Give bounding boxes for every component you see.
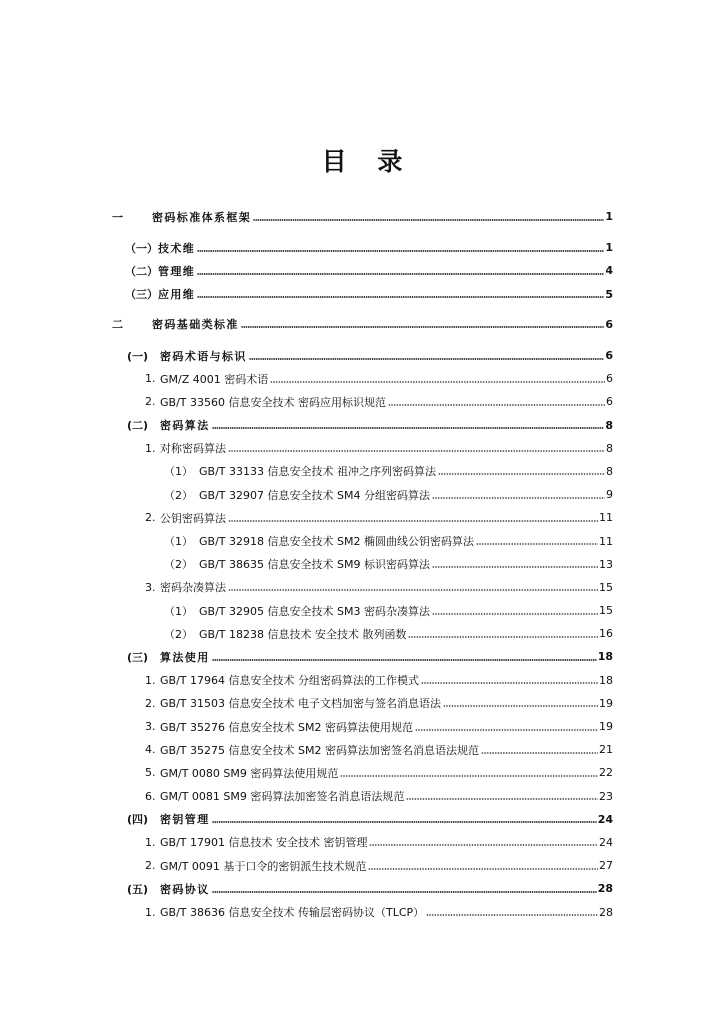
- toc-entry-page: 28: [597, 882, 613, 896]
- toc-entry-subitem: [112, 483, 613, 506]
- toc-entry-page: 6: [606, 395, 613, 409]
- dot-leader: [481, 746, 598, 754]
- dot-leader: [415, 723, 598, 731]
- toc-entry-section: [112, 344, 613, 367]
- dot-leader: [197, 244, 604, 252]
- dot-leader: [241, 320, 605, 328]
- toc-entry-number: 一: [112, 210, 123, 224]
- toc-entry-number: 4.: [145, 743, 156, 757]
- toc-entry-subitem: [112, 622, 613, 645]
- toc-entry-page: 11: [599, 534, 613, 548]
- toc-entry-subitem: [112, 553, 613, 576]
- dot-leader: [197, 267, 604, 275]
- toc-entry-item: [112, 854, 613, 877]
- toc-entry-item: [112, 437, 613, 460]
- toc-entry-number: （2）: [164, 627, 193, 641]
- toc-entry-number: (一): [127, 349, 149, 363]
- toc-entry-chapter: [112, 205, 613, 228]
- toc-entry-number: （一）: [125, 241, 158, 255]
- toc-entry-title: GB/T 35276 信息安全技术 SM2 密码算法使用规范: [160, 720, 413, 734]
- toc-entry-title: GB/T 38635 信息安全技术 SM9 标识密码算法: [199, 558, 430, 572]
- toc-entry-page: 24: [597, 812, 613, 826]
- toc-entry-title: 公钥密码算法: [160, 511, 226, 525]
- toc-entry-title: 密码基础类标准: [152, 318, 239, 332]
- toc-entry-title: GB/T 33133 信息安全技术 祖冲之序列密码算法: [199, 465, 436, 479]
- toc-entry-page: 9: [606, 488, 613, 502]
- toc-entry-item: [112, 785, 613, 808]
- toc-entry-section: [112, 808, 613, 831]
- toc-entry-dimension: [112, 259, 613, 282]
- toc-entry-title: GB/T 33560 信息安全技术 密码应用标识规范: [160, 395, 386, 409]
- toc-entry-number: (五): [127, 882, 149, 896]
- toc-entry-title: GB/T 32905 信息安全技术 SM3 密码杂凑算法: [199, 604, 430, 618]
- toc-entry-page: 8: [606, 464, 613, 478]
- dot-leader: [388, 398, 605, 406]
- toc-entry-page: 16: [599, 627, 613, 641]
- dot-leader: [438, 467, 605, 475]
- toc-entry-dimension: [112, 236, 613, 259]
- toc-entry-number: 2.: [145, 859, 156, 873]
- toc-entry-page: 5: [605, 287, 613, 301]
- toc-entry-page: 27: [599, 859, 613, 873]
- toc-entry-number: （2）: [164, 488, 193, 502]
- toc-entry-item: [112, 367, 613, 390]
- toc-entry-page: 18: [597, 650, 613, 664]
- dot-leader: [212, 885, 597, 893]
- dot-leader: [426, 908, 598, 916]
- toc-entry-number: (四): [127, 813, 149, 827]
- toc-entry-number: 1.: [145, 441, 156, 455]
- toc-entry-page: 23: [599, 789, 613, 803]
- toc-entry-page: 15: [599, 604, 613, 618]
- toc-entry-dimension: [112, 283, 613, 306]
- toc-entry-number: 1.: [145, 835, 156, 849]
- toc-entry-title: GM/Z 4001 密码术语: [160, 372, 269, 386]
- toc-entry-item: [112, 715, 613, 738]
- toc-entry-title: 密码标准体系框架: [152, 210, 252, 224]
- toc-entry-title: 密钥管理: [160, 813, 210, 827]
- toc-entry-title: GB/T 18238 信息技术 安全技术 散列函数: [199, 627, 407, 641]
- toc-entry-title: GM/T 0091 基于口令的密钥派生技术规范: [160, 859, 367, 873]
- toc-entry-title: GB/T 38636 信息安全技术 传输层密码协议（TLCP）: [160, 906, 425, 920]
- toc-entry-title: GB/T 17964 信息安全技术 分组密码算法的工作模式: [160, 674, 419, 688]
- toc-entry-page: 19: [599, 696, 613, 710]
- toc-entry-item: [112, 738, 613, 761]
- toc-entry-title: 管理维: [158, 264, 196, 278]
- toc-entry-title: 技术维: [158, 241, 196, 255]
- toc-entry-subitem: [112, 460, 613, 483]
- toc-entry-subitem: [112, 599, 613, 622]
- toc-entry-title: 密码术语与标识: [160, 349, 247, 363]
- dot-leader: [197, 290, 604, 298]
- toc-entry-title: 应用维: [158, 288, 196, 302]
- toc-entry-page: 6: [605, 317, 613, 331]
- dot-leader: [212, 421, 605, 429]
- toc-entry-number: 2.: [145, 395, 156, 409]
- toc-entry-item: [112, 831, 613, 854]
- toc-entry-number: 2.: [145, 696, 156, 710]
- dot-leader: [228, 444, 605, 452]
- toc-entry-page: 13: [599, 557, 613, 571]
- toc-entry-page: 11: [599, 511, 613, 525]
- toc-entry-number: 1.: [145, 905, 156, 919]
- dot-leader: [432, 560, 598, 568]
- toc-entry-page: 24: [599, 835, 613, 849]
- toc-entry-number: 3.: [145, 580, 156, 594]
- dot-leader: [421, 676, 598, 684]
- toc-entry-number: 5.: [145, 766, 156, 780]
- toc-entry-title: 密码协议: [160, 882, 210, 896]
- toc-entry-number: （1）: [164, 604, 193, 618]
- dot-leader: [253, 213, 604, 221]
- toc-entry-subitem: [112, 529, 613, 552]
- toc-entry-title: 密码杂凑算法: [160, 581, 226, 595]
- toc-entry-number: （二）: [125, 264, 158, 278]
- toc-entry-page: 28: [599, 905, 613, 919]
- dot-leader: [369, 838, 598, 846]
- dot-leader: [368, 862, 598, 870]
- toc-entry-item: [112, 576, 613, 599]
- toc-entry-page: 1: [605, 210, 613, 224]
- toc-entry-number: 3.: [145, 720, 156, 734]
- toc-entry-item: [112, 692, 613, 715]
- toc-entry-page: 1: [605, 241, 613, 255]
- toc-entry-title: GB/T 32907 信息安全技术 SM4 分组密码算法: [199, 488, 430, 502]
- toc-entry-page: 6: [605, 349, 613, 363]
- toc-entry-page: 21: [599, 743, 613, 757]
- toc-entry-title: GM/T 0081 SM9 密码算法加密签名消息语法规范: [160, 790, 405, 804]
- toc-entry-title: GB/T 31503 信息安全技术 电子文档加密与签名消息语法: [160, 697, 441, 711]
- toc-entry-section: [112, 645, 613, 668]
- toc-entry-page: 22: [599, 766, 613, 780]
- table-of-contents: [112, 205, 613, 924]
- toc-entry-number: （1）: [164, 465, 193, 479]
- dot-leader: [212, 815, 597, 823]
- page-title: 目 录: [321, 147, 414, 176]
- dot-leader: [408, 630, 598, 638]
- toc-entry-number: （1）: [164, 535, 193, 549]
- toc-entry-page: 19: [599, 720, 613, 734]
- toc-entry-page: 15: [599, 580, 613, 594]
- toc-entry-title: 密码算法: [160, 419, 210, 433]
- dot-leader: [270, 375, 605, 383]
- toc-entry-item: [112, 669, 613, 692]
- toc-entry-number: (三): [127, 650, 149, 664]
- dot-leader: [432, 491, 605, 499]
- toc-entry-title: GB/T 17901 信息技术 安全技术 密钥管理: [160, 836, 368, 850]
- dot-leader: [228, 583, 598, 591]
- toc-entry-number: (二): [127, 419, 149, 433]
- toc-entry-title: 对称密码算法: [160, 442, 226, 456]
- toc-entry-page: 8: [605, 418, 613, 432]
- dot-leader: [443, 699, 598, 707]
- dot-leader: [212, 653, 597, 661]
- toc-entry-number: 1.: [145, 673, 156, 687]
- toc-entry-number: （2）: [164, 558, 193, 572]
- toc-entry-item: [112, 506, 613, 529]
- toc-entry-item: [112, 390, 613, 413]
- toc-entry-item: [112, 900, 613, 923]
- toc-entry-number: 1.: [145, 372, 156, 386]
- dot-leader: [228, 514, 598, 522]
- toc-entry-page: 8: [606, 441, 613, 455]
- toc-entry-page: 4: [605, 264, 613, 278]
- dot-leader: [432, 607, 598, 615]
- toc-entry-page: 18: [599, 673, 613, 687]
- toc-entry-section: [112, 414, 613, 437]
- toc-entry-number: 6.: [145, 789, 156, 803]
- dot-leader: [476, 537, 598, 545]
- dot-leader: [340, 769, 598, 777]
- toc-entry-title: GM/T 0080 SM9 密码算法使用规范: [160, 766, 339, 780]
- toc-entry-page: 6: [606, 372, 613, 386]
- dot-leader: [406, 792, 598, 800]
- toc-entry-item: [112, 761, 613, 784]
- toc-entry-chapter: [112, 313, 613, 336]
- toc-entry-section: [112, 877, 613, 900]
- toc-entry-number: 二: [112, 318, 123, 332]
- toc-entry-title: 算法使用: [160, 650, 210, 664]
- toc-entry-title: GB/T 32918 信息安全技术 SM2 椭圆曲线公钥密码算法: [199, 535, 474, 549]
- toc-entry-number: 2.: [145, 511, 156, 525]
- toc-entry-title: GB/T 35275 信息安全技术 SM2 密码算法加密签名消息语法规范: [160, 743, 479, 757]
- dot-leader: [249, 352, 605, 360]
- toc-entry-number: （三）: [125, 288, 158, 302]
